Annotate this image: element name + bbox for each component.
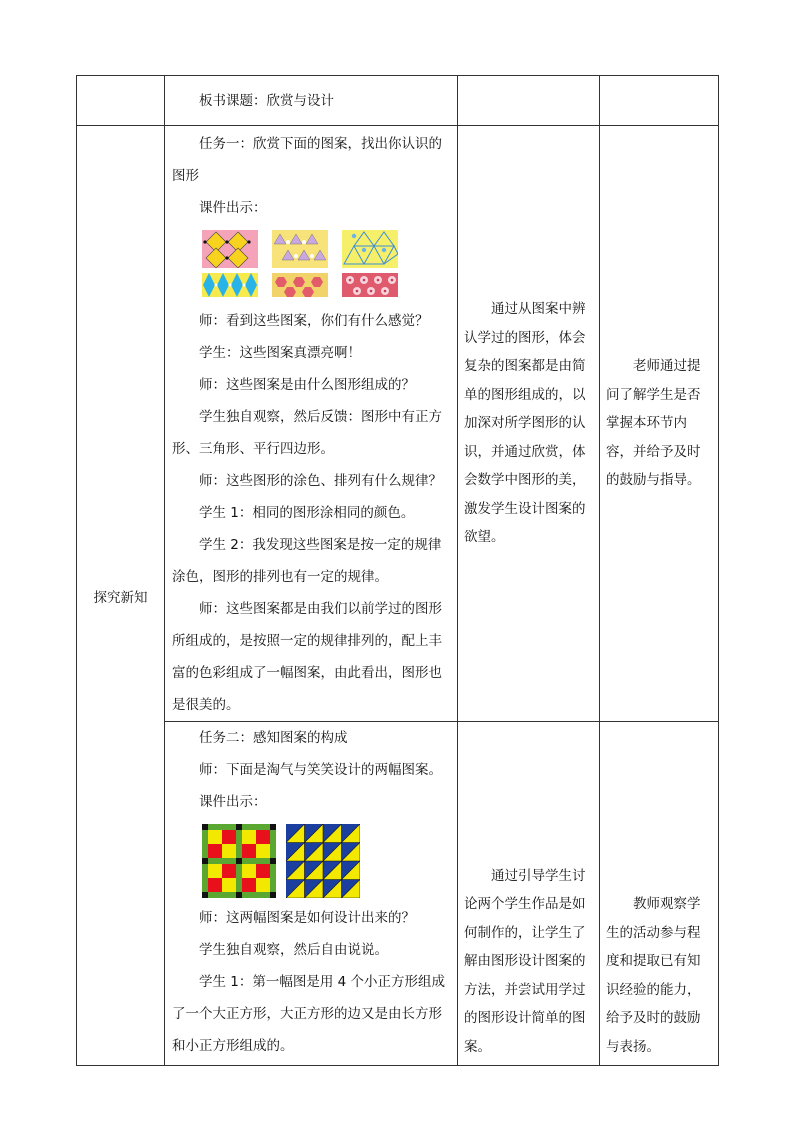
task2-para: 学生 1：第一幅图是用 4 个小正方形组成了一个大正方形，大正方形的边又是由长方形和小正方形组成的。: [172, 974, 446, 1054]
task2-para: 师：这两幅图案是如何设计出来的？: [199, 910, 415, 926]
pattern-tile-pink-flower-icon: [342, 273, 398, 297]
task1-para: 师：这些图形的涂色、排列有什么规律？: [199, 473, 442, 489]
task2-para: 学生独自观察，然后自由说说。: [199, 942, 388, 958]
lesson-plan-table: [76, 75, 719, 1066]
pattern-tile-pink-octagon-icon: [202, 230, 258, 268]
design-gallery: [172, 824, 451, 898]
task2-evaluation: 教师观察学生的活动参与程度和提取已有知识经验的能力，给予及时的鼓励与表扬。: [606, 896, 701, 1055]
task2-para: 课件出示：: [199, 794, 267, 810]
empty-cell: [600, 76, 719, 126]
table-row: [77, 126, 719, 722]
task1-cell: [165, 126, 458, 722]
task2-purpose: 通过引导学生讨论两个学生作品是如何制作的，让学生了解由图形设计图案的方法，并尝试用学过的图形设计简单的图案。: [464, 867, 586, 1055]
task1-para: 学生：这些图案真漂亮啊！: [199, 345, 361, 361]
design-blue-yellow-triangles-icon: [286, 824, 360, 898]
task1-purpose: 通过从图案中辨认学过的图形，体会复杂的图案都是由简单的图形组成的，以加深对所学图形的认识，并通过欣赏，体会数学中图形的美，激发学生设计图案的欲望。: [464, 301, 586, 546]
pattern-tile-blue-triangle-icon: [342, 230, 398, 268]
task1-evaluation-cell: [600, 126, 719, 722]
task1-purpose-cell: [458, 126, 600, 722]
task1-para: 师：看到这些图案，你们有什么感觉？: [199, 313, 429, 329]
task2-evaluation-cell: [600, 722, 719, 1066]
task2-para: 师：下面是淘气与笑笑设计的两幅图案。: [199, 762, 442, 778]
pattern-gallery: [172, 230, 451, 297]
stage-cell: [77, 126, 165, 1066]
empty-cell: [77, 76, 165, 126]
task1-evaluation: 老师通过提问了解学生是否掌握本环节内容，并给予及时的鼓励与指导。: [606, 358, 701, 489]
task1-para: 任务一：欣赏下面的图案，找出你认识的图形: [172, 136, 442, 184]
pattern-tile-cyan-diamond-icon: [202, 273, 258, 297]
task1-para: 学生独自观察，然后反馈：图形中有正方形、三角形、平行四边形。: [172, 409, 442, 457]
design-red-yellow-squares-icon: [202, 824, 276, 898]
pattern-tile-red-hexagon-icon: [272, 273, 328, 297]
table-row: [77, 76, 719, 126]
board-title-cell: [165, 76, 458, 126]
pattern-tile-yellow-star-icon: [272, 230, 328, 268]
task2-purpose-cell: [458, 722, 600, 1066]
stage-label: 探究新知: [93, 589, 148, 606]
table-row: [77, 722, 719, 1066]
task2-para: 任务二：感知图案的构成: [199, 730, 348, 746]
empty-cell: [458, 76, 600, 126]
task1-para: 师：这些图案是由什么图形组成的？: [199, 377, 415, 393]
task1-para: 师：这些图案都是由我们以前学过的图形所组成的，是按照一定的规律排列的，配上丰富的色彩组成了一幅图案，由此看出，图形也是很美的。: [172, 601, 442, 713]
task1-para: 学生 2：我发现这些图案是按一定的规律涂色，图形的排列也有一定的规律。: [172, 537, 442, 585]
task1-para: 课件出示：: [199, 200, 267, 216]
task2-cell: [165, 722, 458, 1066]
board-title: 板书课题：欣赏与设计: [199, 92, 334, 109]
task1-para: 学生 1：相同的图形涂相同的颜色。: [199, 505, 415, 521]
